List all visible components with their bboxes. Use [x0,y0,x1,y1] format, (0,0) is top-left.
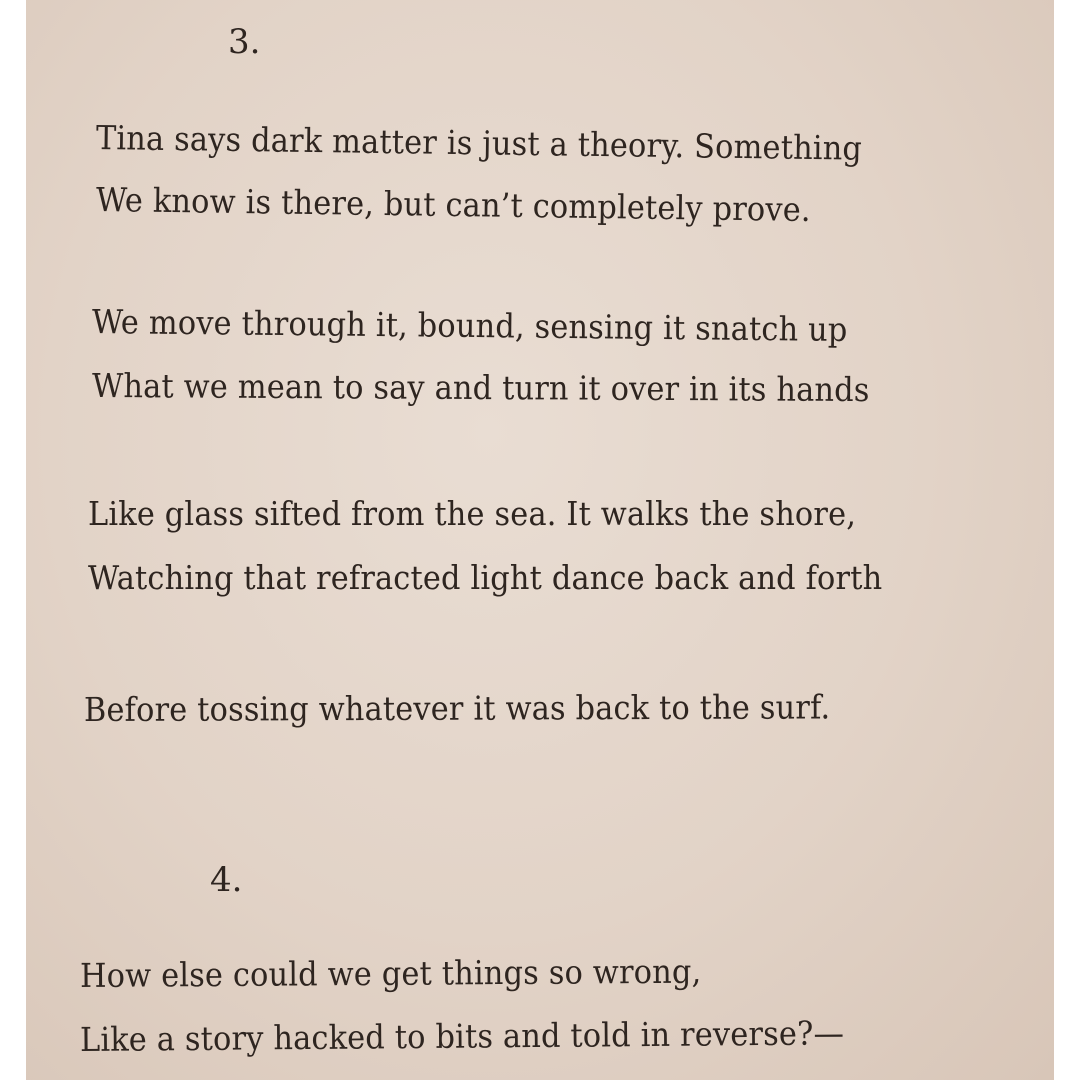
poem-line: Before tossing whatever it was back to the surf. [83,687,831,729]
book-page [26,0,1054,1080]
poem-line: Like glass sifted from the sea. It walks the shore, [88,494,857,533]
poem-line: What we mean to say and turn it over in its hands [91,366,870,410]
poem-line: Watching that refracted light dance back and forth [88,558,883,597]
poem-line: Tina says dark matter is just a theory. Something [95,118,863,168]
poem-line: We know is there, but can’t completely prove. [95,180,811,229]
poem-line: How else could we get things so wrong, [79,951,702,995]
poem-line: Like a story hacked to bits and told in reverse?— [79,1013,845,1059]
poem-line: We move through it, bound, sensing it snatch up [91,302,848,349]
section-number-4: 4. [210,860,243,900]
section-number-3: 3. [228,22,261,62]
